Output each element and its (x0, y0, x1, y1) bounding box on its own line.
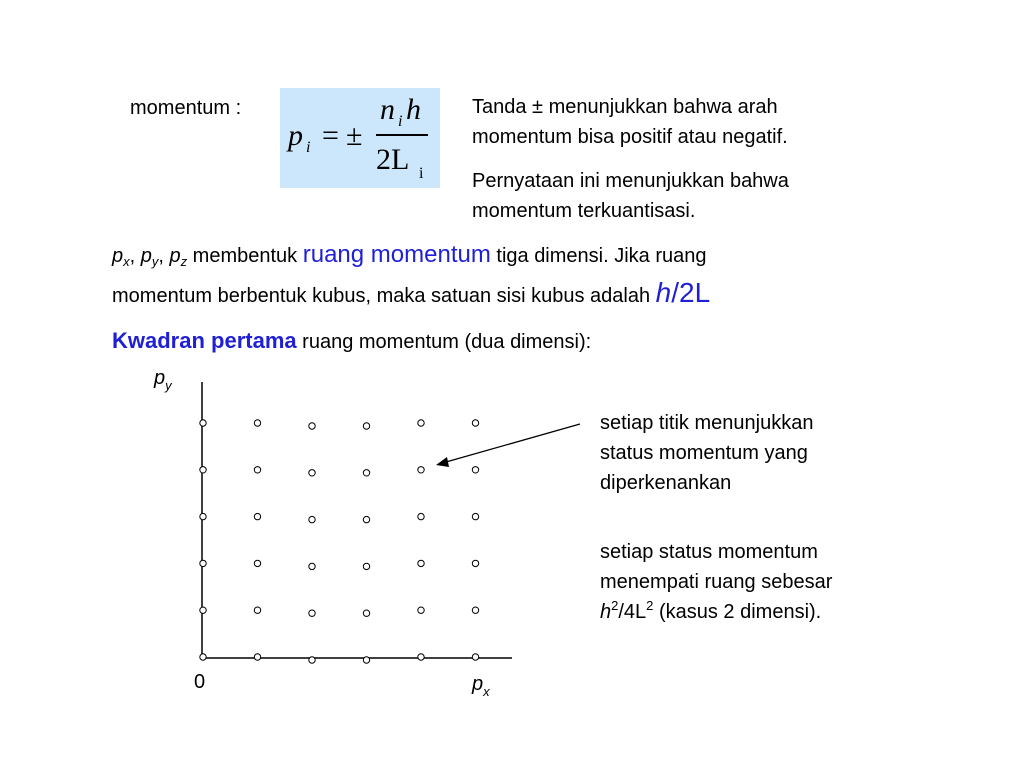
x-axis-label: $p_x$ (472, 673, 490, 699)
momentum-state-dot (418, 560, 424, 566)
momentum-state-dot (418, 607, 424, 613)
momentum-state-dot (200, 420, 206, 426)
formula-fraction-bar (376, 134, 428, 136)
momentum-state-dot (254, 560, 260, 566)
momentum-state-dot (363, 657, 369, 663)
momentum-state-dot (309, 470, 315, 476)
slash-symbol: / (671, 277, 679, 308)
momentum-state-dot (363, 470, 369, 476)
kwadran-bold: Kwadran pertama (112, 328, 297, 353)
pz-subscript: z (180, 254, 188, 269)
formula-numerator-h: h (406, 93, 421, 126)
h-symbol: h (655, 277, 672, 308)
momentum-state-dot (418, 513, 424, 519)
formula-numerator-subscript: i (398, 113, 403, 130)
note-quantized-line2: momentum terkuantisasi. (472, 200, 696, 222)
momentum-state-dot (363, 563, 369, 569)
momentum-state-dot (200, 467, 206, 473)
momentum-state-dot (363, 516, 369, 522)
momentum-state-dot (363, 610, 369, 616)
pz-symbol: p (169, 245, 181, 267)
momentum-formula (280, 88, 440, 188)
momentum-state-dot (472, 513, 478, 519)
two-L-symbol: 2L (679, 277, 711, 308)
kwadran-heading (112, 326, 591, 357)
momentum-state-dot (472, 560, 478, 566)
formula-p-subscript: i (306, 139, 311, 156)
formula-equals: = (322, 119, 339, 152)
note-space-line1: setiap status momentum (600, 541, 818, 563)
sup-2a: 2 (611, 598, 619, 613)
momentum-state-dot (472, 654, 478, 660)
kwadran-rest: ruang momentum (dua dimensi): (296, 331, 592, 353)
momentum-state-dot (254, 420, 260, 426)
momentum-state-dot (200, 654, 206, 660)
momentum-state-dot (309, 563, 315, 569)
formula-plus-minus: ± (346, 119, 363, 152)
momentum-state-dot (309, 516, 315, 522)
momentum-state-dot (254, 607, 260, 613)
note-point-line3: diperkenankan (600, 472, 732, 494)
note-point-line2: status momentum yang (600, 442, 808, 464)
momentum-state-dot (418, 654, 424, 660)
momentum-states (200, 420, 479, 663)
momentum-state-dot (472, 420, 478, 426)
momentum-space-line2 (112, 278, 710, 311)
momentum-space-text2: tiga dimensi. Jika ruang (490, 245, 707, 267)
formula-p: p (288, 119, 303, 152)
h-symbol-small: h (600, 601, 612, 623)
momentum-space-line2-text: momentum berbentuk kubus, maka satuan sisi kubus adalah (112, 285, 656, 307)
note-sign-line2: momentum bisa positif atau negatif. (472, 126, 788, 148)
momentum-state-dot (200, 513, 206, 519)
origin-label: 0 (194, 671, 206, 693)
sup-2b: 2 (646, 598, 654, 613)
formula-denominator-subscript: i (419, 165, 424, 182)
py-subscript: y (151, 254, 159, 269)
momentum-state-dot (472, 607, 478, 613)
ruang-momentum-highlight: ruang momentum (302, 241, 491, 268)
momentum-state-dot (309, 423, 315, 429)
momentum-state-dot (254, 654, 260, 660)
momentum-space-text1: membentuk (187, 245, 303, 267)
note-point (600, 408, 813, 498)
momentum-state-dot (363, 423, 369, 429)
note-space-rest: (kasus 2 dimensi). (653, 601, 822, 623)
separator-2: , (158, 245, 170, 267)
y-axis-label: $p_y$ (154, 367, 172, 393)
note-sign (472, 92, 788, 152)
note-space-line3 (600, 597, 832, 627)
slash-4L: /4L (618, 601, 647, 623)
momentum-state-dot (472, 467, 478, 473)
momentum-label: momentum : (130, 97, 242, 119)
note-sign-line1: Tanda ± menunjukkan bahwa arah (472, 96, 778, 118)
note-quantized-line1: Pernyataan ini menunjukkan bahwa (472, 170, 789, 192)
momentum-state-dot (254, 513, 260, 519)
momentum-state-dot (418, 467, 424, 473)
momentum-state-dot (309, 657, 315, 663)
momentum-grid-plot (150, 360, 520, 700)
formula-numerator-n: n (380, 93, 395, 126)
note-quantized (472, 166, 789, 226)
momentum-state-dot (200, 607, 206, 613)
momentum-space-line1 (112, 240, 707, 271)
note-point-line1: setiap titik menunjukkan (600, 412, 814, 434)
note-space-line2: menempati ruang sebesar (600, 571, 833, 593)
px-symbol: p (112, 245, 124, 267)
py-symbol: p (140, 245, 152, 267)
momentum-state-dot (309, 610, 315, 616)
momentum-state-dot (200, 560, 206, 566)
note-space (600, 537, 832, 627)
momentum-state-dot (418, 420, 424, 426)
separator-1: , (129, 245, 141, 267)
momentum-state-dot (254, 467, 260, 473)
formula-denominator: 2L (376, 143, 410, 176)
px-subscript: x (123, 254, 130, 269)
